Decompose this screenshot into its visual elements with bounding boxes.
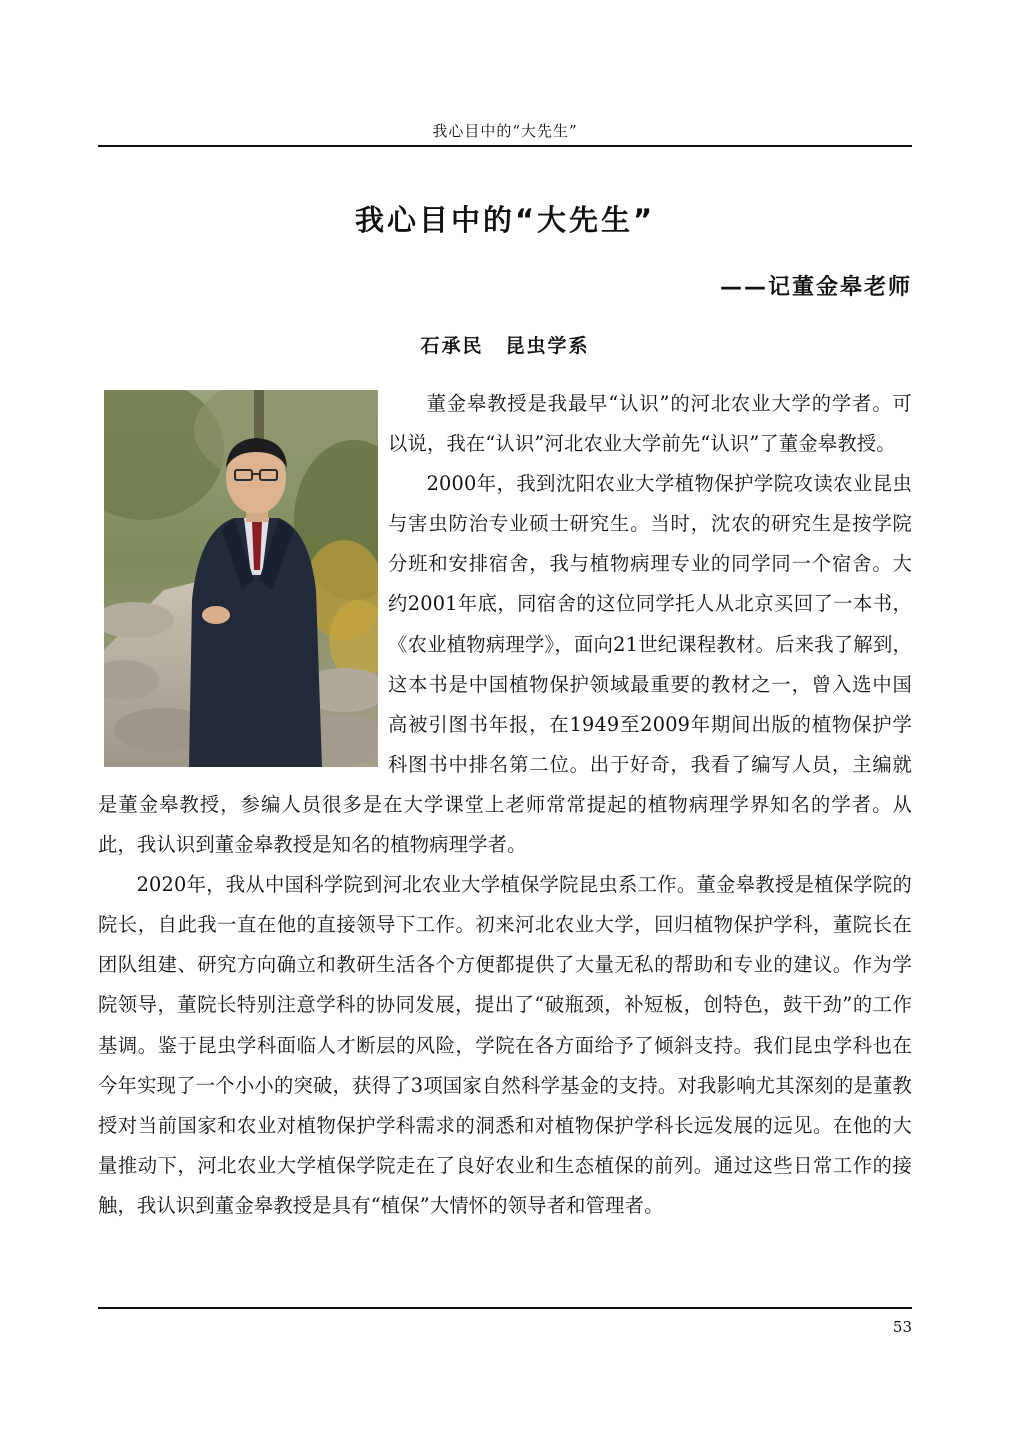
author-line <box>98 331 912 358</box>
running-header: 我心目中的“大先生” <box>432 122 578 140</box>
paragraph-2: 2000年，我到沈阳农业大学植物保护学院攻读农业昆虫与害虫防治专业硕士研究生。当时，沈农的研究生是按学院分班和安排宿舍，我与植物病理专业的同学同一个宿舍。大约2001年底，同宿舍的这位同学托人从北京买回了一本书，《农业植物病理学》，面向21世纪课程教材。后来我了解到，这本书是中国植物保护领域最重要的教材之一，曾入选中国高被引图书年报，在1949至2009年期间出版的植物保护学科图书中排名第二位。出于好奇，我看了编写人员，主编就是董金皋教授，参编人员很多是在大学课堂上老师常常提起的植物病理学界知名的学者。从此，我认识到董金皋教授是知名的植物病理学者。 <box>98 472 912 857</box>
paragraph-1: 董金皋教授是我最早“认识”的河北农业大学的学者。可以说，我在“认识”河北农业大学前先“认识”了董金皋教授。 <box>388 392 912 456</box>
page-number: 53 <box>892 1318 912 1336</box>
header-rule <box>98 145 912 147</box>
photo-wrap-spacer <box>98 384 388 772</box>
author-department: 昆虫学系 <box>505 335 590 357</box>
article-title: 我心目中的“大先生” <box>354 203 656 237</box>
footer-rule <box>98 1307 912 1309</box>
article-body <box>98 384 912 1226</box>
paragraph-3: 2020年，我从中国科学院到河北农业大学植保学院昆虫系工作。董金皋教授是植保学院的院长，自此我一直在他的直接领导下工作。初来河北农业大学，回归植物保护学科，董院长在团队组建、研究方向确立和教研生活各个方便都提供了大量无私的帮助和专业的建议。作为学院领导，董院长特别注意学科的协同发展，提出了“破瓶颈，补短板，创特色，鼓干劲”的工作基调。鉴于昆虫学科面临人才断层的风险，学院在各方面给予了倾斜支持。我们昆虫学科也在今年实现了一个小小的突破，获得了3项国家自然科学基金的支持。对我影响尤其深刻的是董教授对当前国家和农业对植物保护学科需求的洞悉和对植物保护学科长远发展的远见。在他的大量推动下，河北农业大学植保学院走在了良好农业和生态植保的前列。通过这些日常工作的接触，我认识到董金皋教授是具有“植保”大情怀的领导者和管理者。 <box>98 873 912 1217</box>
article-subtitle: ——记董金皋老师 <box>719 275 912 300</box>
author-name: 石承民 <box>420 335 484 357</box>
